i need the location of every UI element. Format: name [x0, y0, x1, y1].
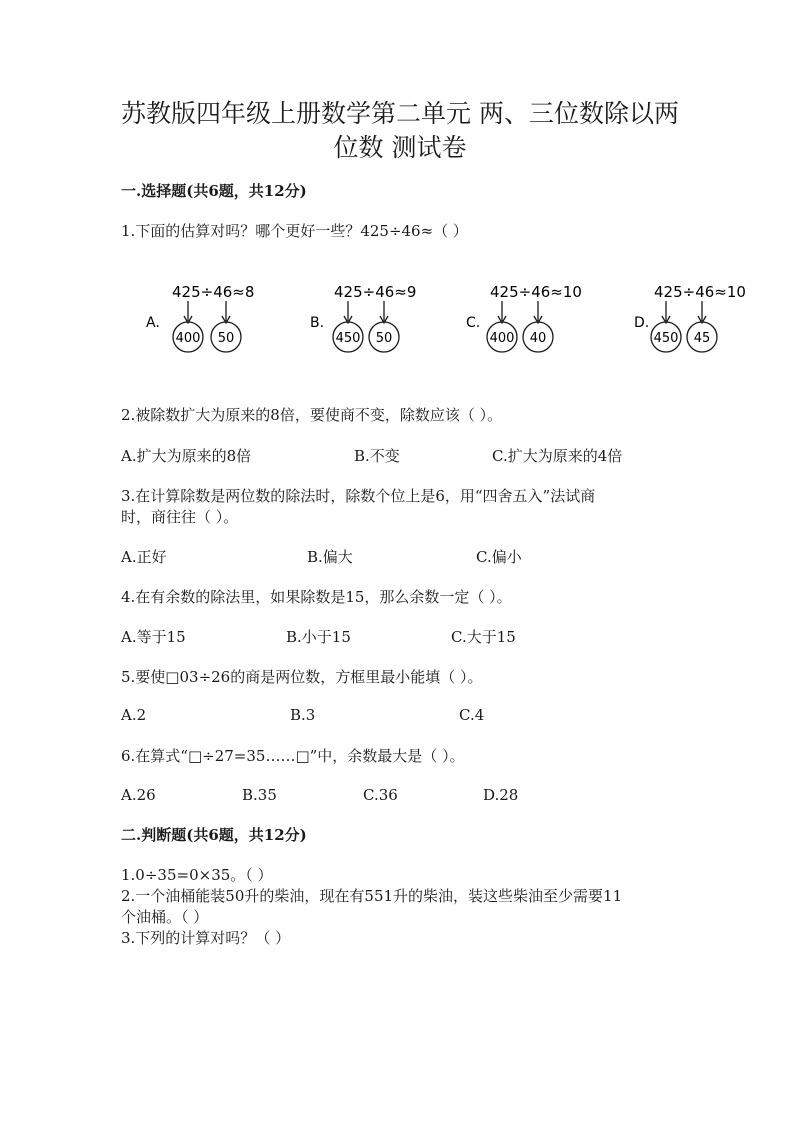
circle-dividend-value: 400: [175, 331, 201, 346]
circle-dividend-value: 400: [489, 331, 515, 346]
q3-option-a: A.正好: [121, 548, 167, 566]
figure-label: A.: [146, 315, 160, 331]
figure-expression: 425÷46≈10: [490, 283, 582, 301]
q2-option-a: A.扩大为原来的8倍: [121, 447, 252, 465]
question-6: 6.在算式“□÷27=35……□”中，余数最大是（ ）。: [121, 747, 465, 765]
section-heading-choice: 一.选择题(共6题，共12分): [121, 182, 307, 200]
q2-option-b: B.不变: [354, 447, 400, 465]
figure-label: D.: [634, 315, 650, 331]
estimation-figures-svg: [0, 275, 800, 365]
question-2: 2.被除数扩大为原来的8倍，要使商不变，除数应该（ ）。: [121, 406, 503, 424]
q6-option-c: C.36: [363, 786, 398, 804]
circle-divisor-value: 50: [217, 331, 235, 346]
circle-divisor-value: 50: [375, 331, 393, 346]
figure-d: [634, 283, 746, 352]
q3-option-c: C.偏小: [476, 548, 522, 566]
figure-expression: 425÷46≈10: [654, 283, 746, 301]
figure-b: [310, 283, 416, 352]
figure-expression: 425÷46≈8: [172, 283, 255, 301]
figure-label: B.: [310, 315, 325, 331]
q4-option-b: B.小于15: [286, 628, 351, 646]
question-1: 1.下面的估算对吗？哪个更好一些？425÷46≈（ ）: [121, 222, 468, 240]
figure-a: [146, 283, 254, 352]
page-title-line1: 苏教版四年级上册数学第二单元 两、三位数除以两: [121, 99, 679, 128]
judgement-2-line1: 2.一个油桶能装50升的柴油，现在有551升的柴油，装这些柴油至少需要11: [121, 887, 623, 905]
section-heading-judgement: 二.判断题(共6题，共12分): [121, 826, 307, 844]
judgement-3: 3.下列的计算对吗？（ ）: [121, 929, 291, 947]
q4-option-a: A.等于15: [121, 628, 186, 646]
circle-dividend-value: 450: [335, 331, 361, 346]
question-3-line2: 时，商往往（ ）。: [121, 508, 239, 526]
question-4: 4.在有余数的除法里，如果除数是15，那么余数一定（ ）。: [121, 588, 512, 606]
figure-label: C.: [466, 315, 481, 331]
judgement-1: 1.0÷35=0×35。（ ）: [121, 866, 273, 884]
q4-option-c: C.大于15: [451, 628, 516, 646]
estimation-figures: [0, 275, 800, 365]
q2-option-c: C.扩大为原来的4倍: [492, 447, 623, 465]
page-title-line2: 位数 测试卷: [333, 133, 467, 162]
q5-option-a: A.2: [121, 706, 147, 724]
q5-option-b: B.3: [290, 706, 316, 724]
circle-divisor-value: 40: [529, 331, 547, 346]
figure-expression: 425÷46≈9: [334, 283, 417, 301]
question-5: 5.要使□03÷26的商是两位数，方框里最小能填（ ）。: [121, 668, 483, 686]
circle-dividend-value: 450: [653, 331, 679, 346]
judgement-2-line2: 个油桶。（ ）: [121, 908, 209, 926]
circle-divisor-value: 45: [693, 331, 711, 346]
q6-option-d: D.28: [483, 786, 519, 804]
q5-option-c: C.4: [459, 706, 485, 724]
question-3-line1: 3.在计算除数是两位数的除法时，除数个位上是6，用“四舍五入”法试商: [121, 487, 596, 505]
q3-option-b: B.偏大: [307, 548, 353, 566]
q6-option-b: B.35: [242, 786, 277, 804]
figure-c: [466, 283, 582, 352]
q6-option-a: A.26: [121, 786, 156, 804]
